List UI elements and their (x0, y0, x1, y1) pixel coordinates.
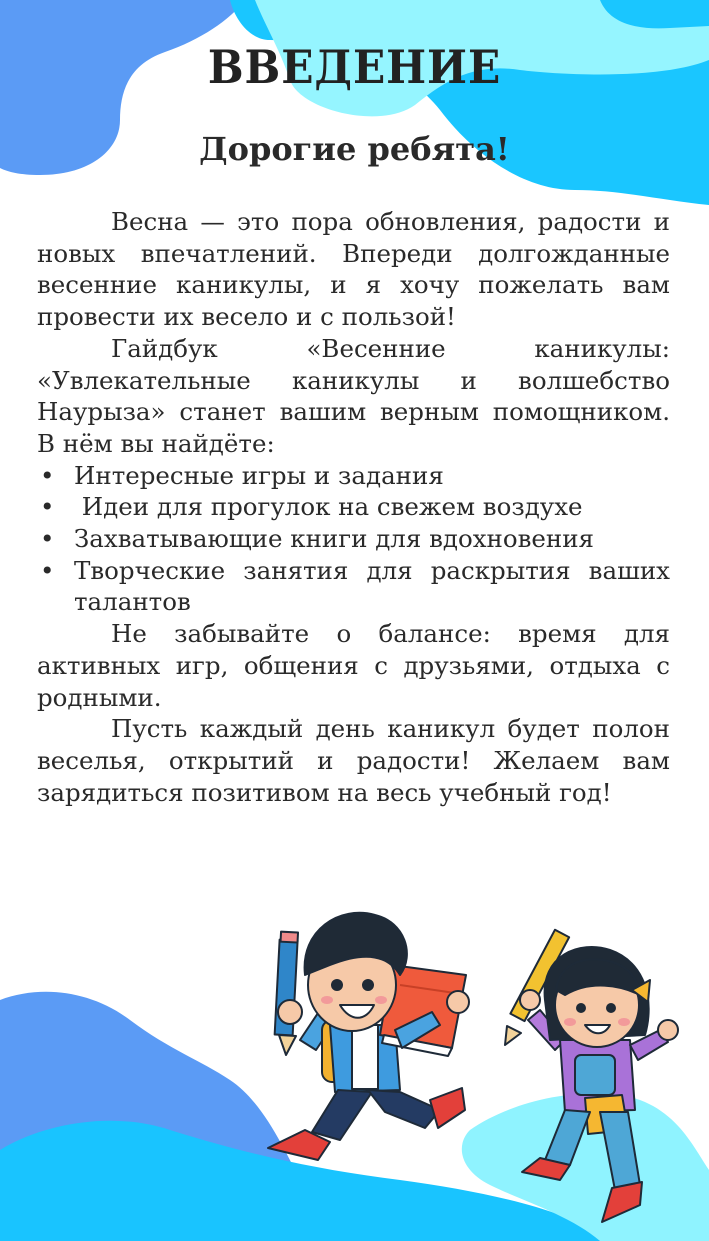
list-item (37, 523, 670, 555)
list-item (37, 460, 670, 492)
girl-figure (505, 930, 678, 1222)
kids-illustration (0, 900, 709, 1241)
page-title: ВВЕДЕНИЕ (207, 40, 502, 94)
list-item (37, 555, 670, 618)
greeting-heading: Дорогие ребята! (199, 130, 510, 168)
paragraph-guidebook: Гайдбук «Весенние каникулы: «Увлекательные каникулы и волшебство Наурыза» станет вашим верным помощником. В нём вы найдёте: (37, 333, 670, 458)
list-item-text: Захватывающие книги для вдохновения (74, 524, 595, 554)
feature-list (37, 460, 670, 619)
paragraph-spring: Весна — это пора обновления, радости и новых впечатлений. Впереди долгожданные весенние каникулы, и я хочу пожелать вам провести их весело и с пользой! (37, 207, 670, 332)
list-item-text: Творческие занятия для раскрытия ваших талантов (74, 555, 670, 617)
boy-figure (268, 913, 469, 1160)
intro-text (37, 206, 670, 808)
bullet-icon: • (40, 555, 55, 585)
paragraph-wishes: Пусть каждый день каникул будет полон веселья, открытий и радости! Желаем вам зарядиться позитивом на весь учебный год! (37, 714, 670, 807)
list-item (37, 491, 670, 523)
blue-pencil-icon (275, 932, 298, 1055)
list-item-text: Интересные игры и задания (74, 460, 444, 490)
list-item-text: Идеи для прогулок на свежем воздухе (74, 492, 583, 522)
bullet-icon: • (40, 524, 55, 554)
bullet-icon: • (40, 460, 55, 490)
paragraph-balance: Не забывайте о балансе: время для активных игр, общения с друзьями, отдыха с родными. (37, 619, 670, 712)
bullet-icon: • (40, 492, 55, 522)
